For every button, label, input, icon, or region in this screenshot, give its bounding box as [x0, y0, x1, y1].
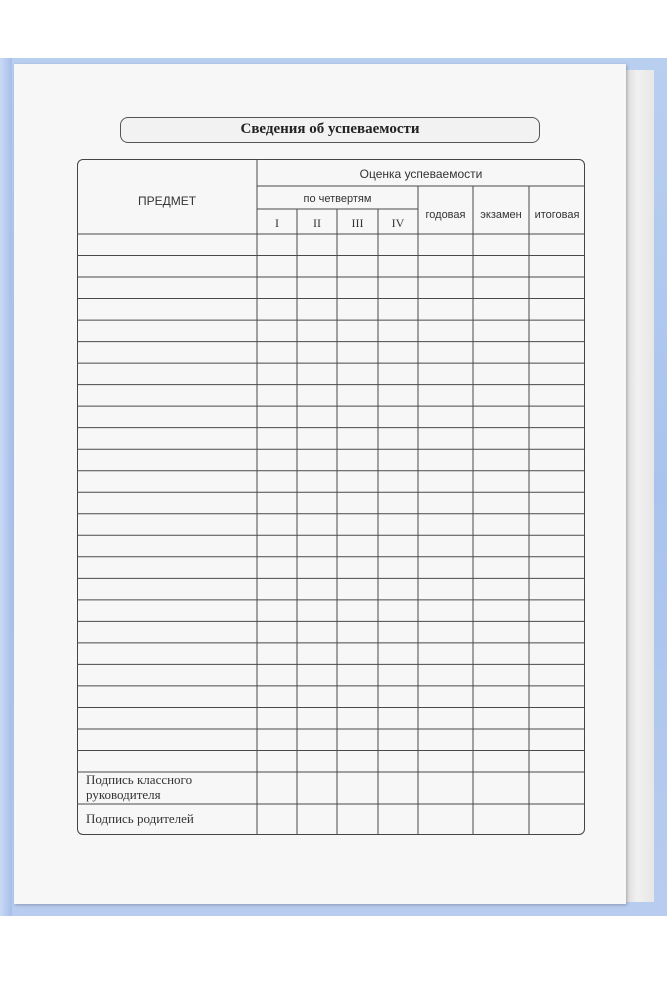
quarters-header: по четвертям — [303, 193, 372, 205]
final-header: итоговая — [534, 209, 580, 221]
page-title: Сведения об успеваемости — [240, 121, 420, 137]
quarter-label-2: II — [313, 216, 321, 230]
exam-header: экзамен — [480, 209, 522, 221]
signature-teacher-line-1: Подпись классного — [86, 772, 193, 787]
annual-header: годовая — [425, 209, 466, 221]
signature-parents-label: Подпись родителей — [86, 811, 194, 826]
signature-teacher-line-2: руководителя — [86, 787, 161, 802]
quarter-label-3: III — [351, 216, 364, 230]
grades-header: Оценка успеваемости — [359, 167, 483, 181]
quarter-label-1: I — [275, 216, 279, 230]
quarter-label-4: IV — [391, 216, 405, 230]
subject-header: ПРЕДМЕТ — [137, 194, 197, 208]
